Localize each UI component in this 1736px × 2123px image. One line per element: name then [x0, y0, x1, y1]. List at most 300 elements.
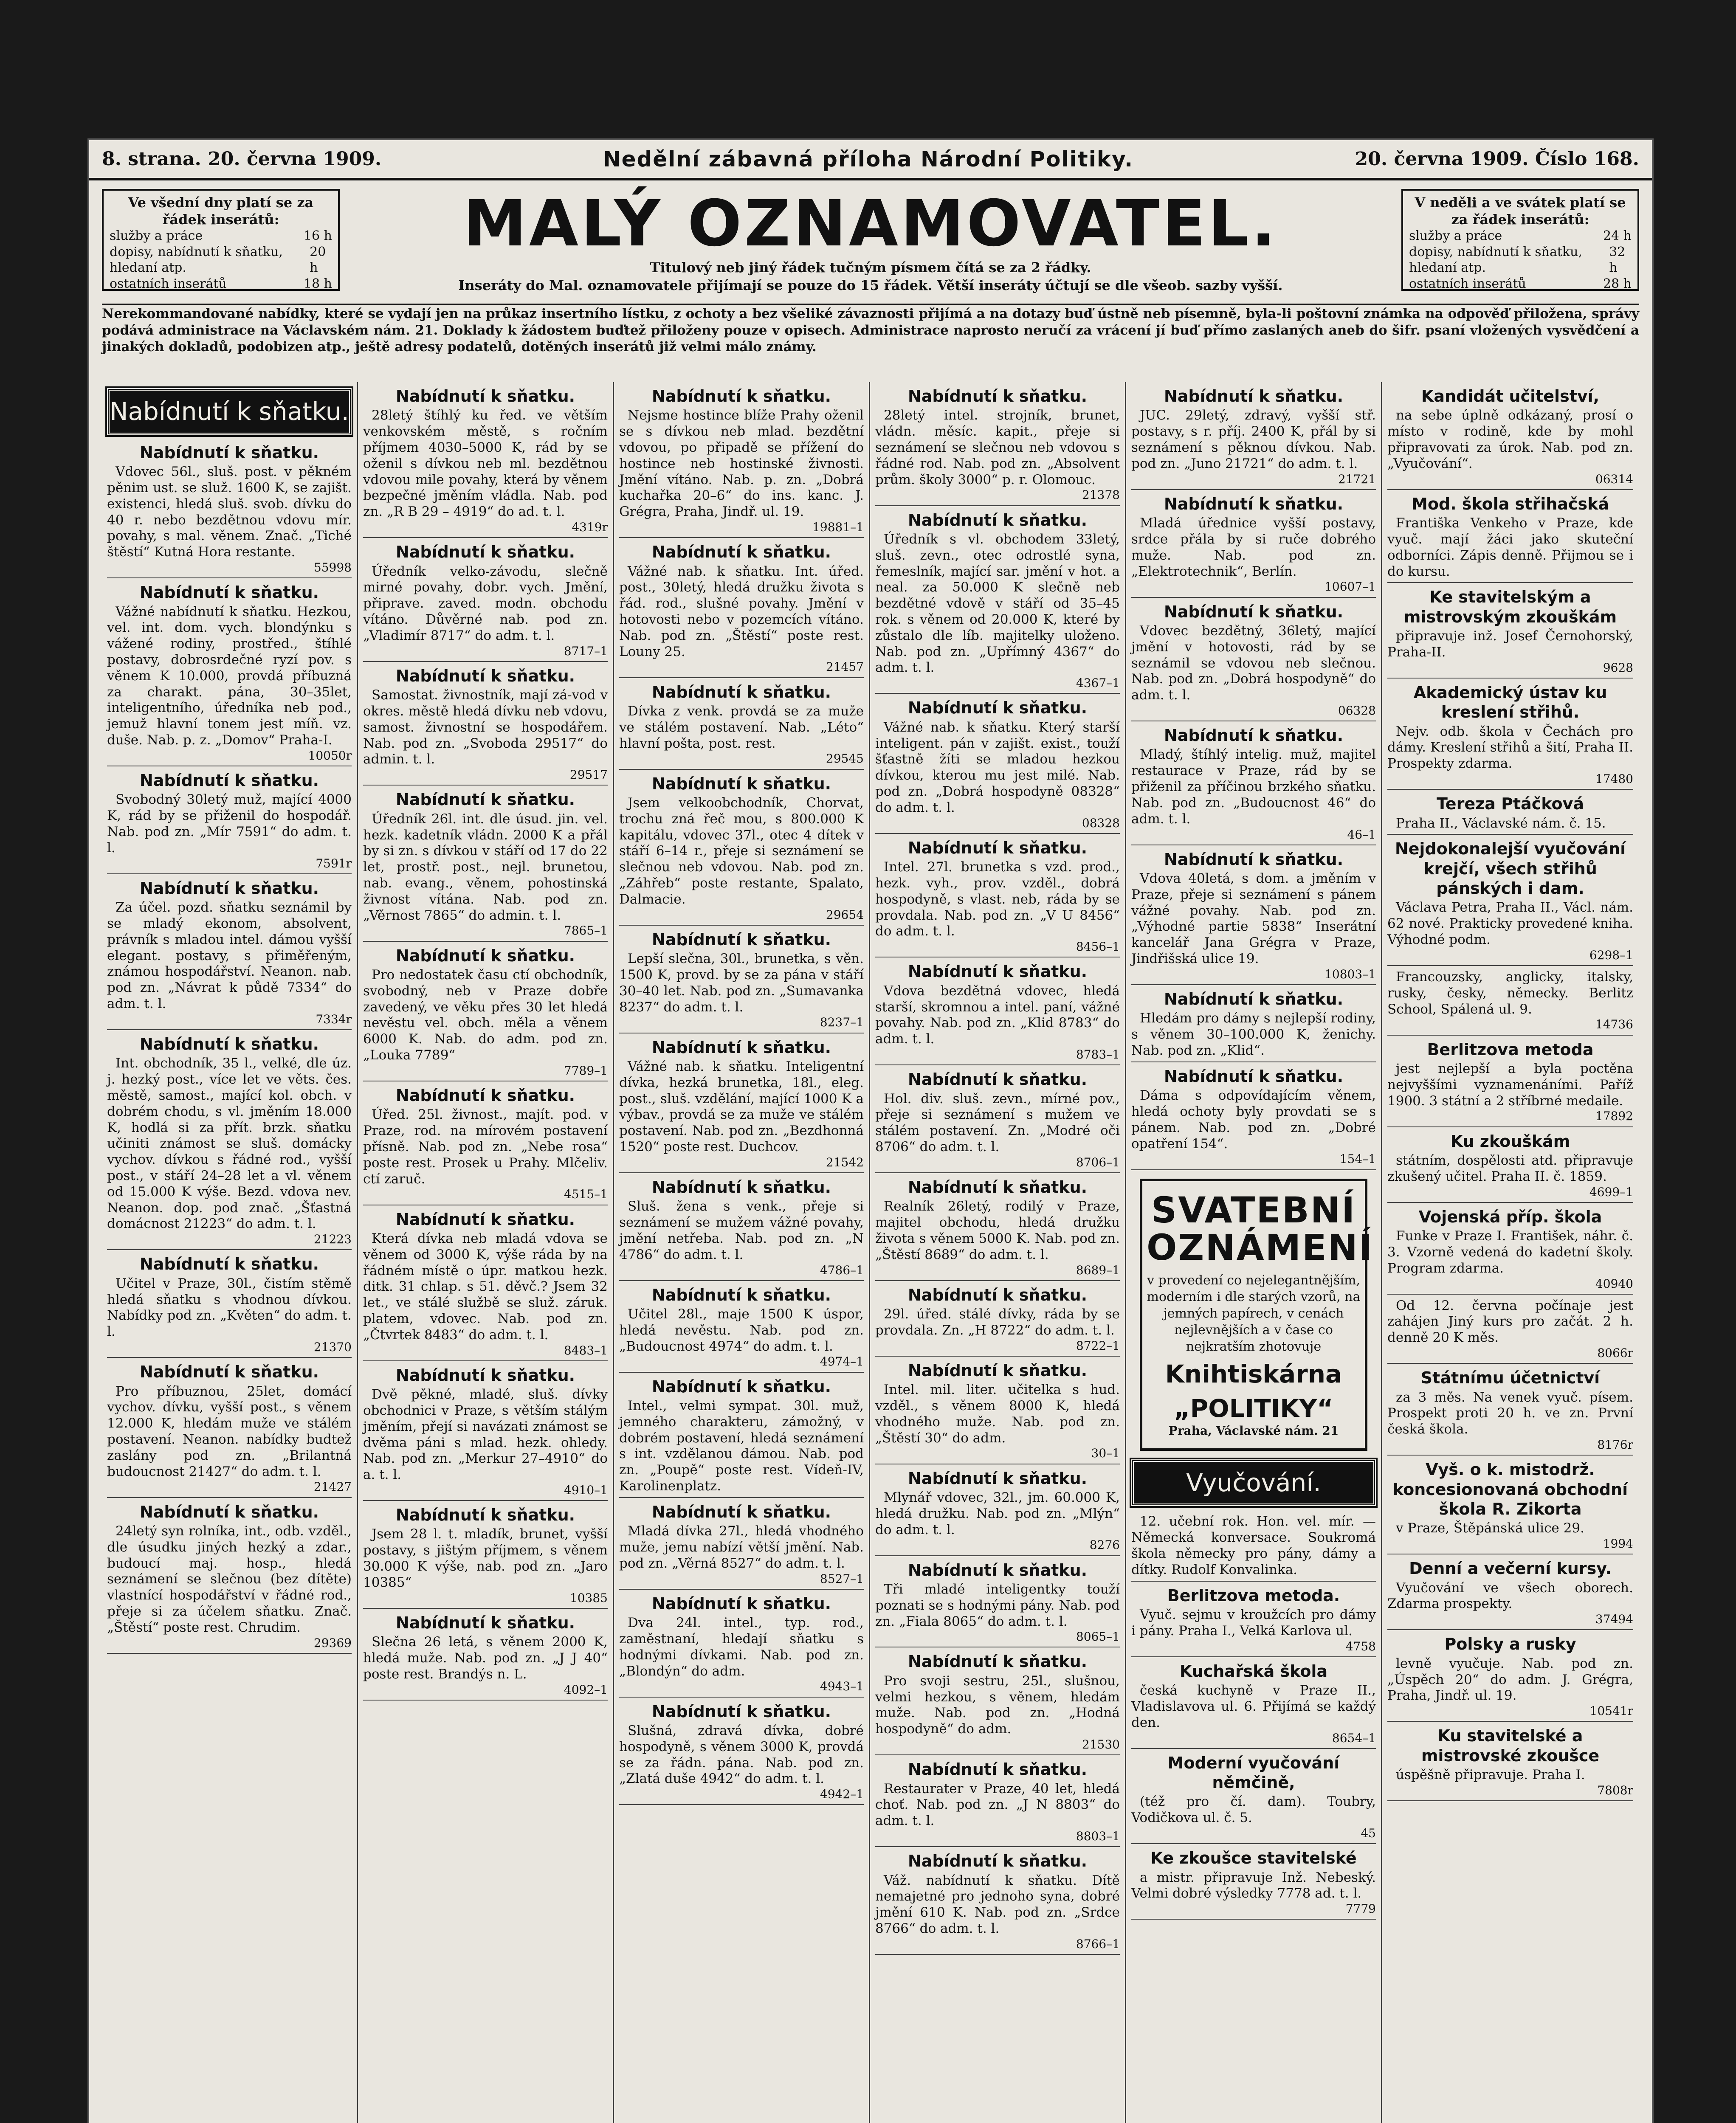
- ad-item: [1131, 494, 1376, 598]
- ad-heading: Nabídnutí k sňatku.: [1164, 1067, 1344, 1086]
- ad-item: [1387, 1040, 1633, 1127]
- ad-heading: Nabídnutí k sňatku.: [395, 1613, 575, 1632]
- subtitle: Titulový neb jiný řádek tučným písmem čítá se za 2 řádky.: [650, 259, 1091, 276]
- ad-divider: [107, 1497, 352, 1498]
- ad-heading: Moderní vyučování němčině,: [1167, 1753, 1340, 1792]
- ad-code: 7334r: [316, 1012, 352, 1026]
- ad-heading: Nabídnutí k sňatku.: [395, 946, 575, 965]
- ad-item: [107, 878, 352, 1030]
- ad-code: 10607–1: [1325, 580, 1376, 594]
- ad-code: 4092–1: [564, 1682, 608, 1697]
- ad-text: Dívka z venk. provdá se za muže ve stálém postavení. Nab. „Léto“ hlavní pošta, post. rest.: [619, 703, 864, 751]
- rates-heading: Ve všední dny platí se za řádek inserátů:: [128, 194, 314, 228]
- ad-code: 10803–1: [1325, 967, 1376, 981]
- ad-heading: Nabídnutí k sňatku.: [651, 1594, 831, 1613]
- ad-heading: Nabídnutí k sňatku.: [395, 1210, 575, 1229]
- ad-divider: [363, 1608, 608, 1609]
- ad-divider: [875, 1555, 1120, 1556]
- ad-code: 8065–1: [1076, 1630, 1120, 1644]
- ad-heading: Nabídnutí k sňatku.: [1164, 990, 1344, 1009]
- ad-code: 4319r: [572, 520, 608, 535]
- ad-text: Restaurater v Praze, 40 let, hledá choť. Nab. pod zn. „J N 8803“ do adm. t. l.: [875, 1781, 1120, 1829]
- ad-item: [1131, 1586, 1376, 1657]
- ad-heading: Nabídnutí k sňatku.: [907, 387, 1088, 405]
- ad-heading: Nabídnutí k sňatku.: [651, 1502, 831, 1521]
- ad-heading: Nabídnutí k sňatku.: [907, 510, 1088, 529]
- ad-heading: Nabídnutí k sňatku.: [395, 1506, 575, 1525]
- ad-divider: [1131, 1169, 1376, 1170]
- ad-code: 10385: [569, 1591, 608, 1605]
- ad-item: [619, 1285, 864, 1373]
- box-title-line-1: SVATEBNÍ: [1151, 1189, 1356, 1231]
- ad-text: Od 12. června počínaje jest zahájen Jiný kurs pro začát. 2 h. denně 20 K měs.: [1387, 1298, 1633, 1346]
- ad-item: [619, 1377, 864, 1498]
- ad-text: Vdovec bezdětný, 36letý, mající jmění v hotovosti, rád by se seznámil se vdovou neb slečnou. Nab. pod zn. „Dobrá hospodyně“ do adm. t. l.: [1131, 623, 1376, 703]
- ad-divider: [619, 677, 864, 678]
- ad-text: Václava Petra, Praha II., Václ. nám. 62 nové. Prakticky provedené kniha. Výhodné podm.: [1387, 900, 1633, 948]
- ad-heading: Nabídnutí k sňatku.: [907, 1760, 1088, 1779]
- ad-code: 46–1: [1347, 827, 1376, 842]
- ad-item: [107, 1034, 352, 1250]
- ad-heading: Nabídnutí k sňatku.: [907, 1361, 1088, 1380]
- ad-heading: Nabídnutí k sňatku.: [651, 1177, 831, 1197]
- ad-text: levně vyučuje. Nab. pod zn. „Úspěch 20“ do adm. J. Grégra, Praha, Jindř. ul. 19.: [1387, 1656, 1633, 1703]
- ad-heading: Nabídnutí k sňatku.: [907, 838, 1088, 857]
- column-6-bottom: [1387, 1298, 1633, 1801]
- ad-text: Jsem velkoobchodník, Chorvat, trochu zná řeč mou, s 800.000 K kapitálu, vdovec 37l., otec 4 dítek v stáří 6–14 r., přeje si seznámení se slečnou neb vdovou. Nab. pod zn. „Záhřeb“ poste restante, Spalato, Dalmacie.: [619, 795, 864, 907]
- ad-heading: Nabídnutí k sňatku.: [651, 930, 831, 949]
- column-5-bottom: [1131, 1514, 1376, 1920]
- ad-item: [1387, 386, 1633, 490]
- ad-divider: [619, 1372, 864, 1373]
- ad-heading: Nabídnutí k sňatku.: [139, 1363, 319, 1382]
- ad-text: 29l. úřed. stálé dívky, ráda by se provdala. Zn. „H 8722“ do adm. t. l.: [875, 1306, 1120, 1338]
- ad-divider: [1131, 1656, 1376, 1657]
- ad-item: [1131, 726, 1376, 845]
- ad-text: Vdova 40letá, s dom. a jměním v Praze, přeje si seznámení s pánem vážné povahy. Nab. pod zn. „Výhodné partie 5838“ Inserátní kancelář Jana Grégra v Praze, Jindřišská ulice 19.: [1131, 871, 1376, 967]
- ad-item: [363, 386, 608, 538]
- ad-divider: [107, 873, 352, 874]
- ad-item: [1387, 1132, 1633, 1203]
- ad-text: státním, dospělosti atd. připravuje zkušený učitel. Praha II. č. 1859.: [1387, 1152, 1633, 1184]
- ad-code: 7591r: [316, 856, 352, 870]
- ad-text: připravuje inž. Josef Černohorský, Praha-II.: [1387, 628, 1633, 660]
- ad-divider: [1387, 489, 1633, 490]
- ad-code: 17892: [1595, 1109, 1633, 1123]
- ad-divider: [1387, 1035, 1633, 1036]
- ad-divider: [619, 1697, 864, 1698]
- ad-item: [875, 1070, 1120, 1173]
- box-address: Praha, Václavské nám. 21: [1168, 1423, 1339, 1438]
- ad-heading: Nejdokonalejší vyučování krejčí, všech střihů pánských i dam.: [1395, 839, 1626, 898]
- ad-divider: [1387, 1721, 1633, 1722]
- ad-item: [107, 1362, 352, 1498]
- ad-item: [619, 1594, 864, 1698]
- ad-heading: Berlitzova metoda: [1427, 1040, 1594, 1059]
- ad-code: 29654: [826, 907, 864, 922]
- ad-text: Nejsme hostince blíže Prahy oženil se s dívkou neb mlad. bezdětní vdovou, po připadě se přížení do hostince neb hostinské živnosti. Jmění vítáno. Nab. p. zn. „Dobrá kuchařka 20–6“ do ins. kanc. J. Grégra, Praha, Jindř. ul. 19.: [619, 408, 864, 520]
- ad-item: [1387, 1368, 1633, 1456]
- rate-row: služby a práce 24 h: [1409, 228, 1632, 243]
- ad-item: [1387, 1726, 1633, 1801]
- ad-code: 4758: [1345, 1639, 1376, 1653]
- ad-code: 21223: [313, 1232, 352, 1247]
- ad-heading: Nabídnutí k sňatku.: [395, 1366, 575, 1385]
- ad-code: 21378: [1082, 488, 1120, 502]
- ad-text: 28letý intel. strojník, brunet, vládn. měsíc. kapit., přeje si seznámení se slečnou neb vdovou s řádné rod. Nab. pod zn. „Absolvent prům. školy 3000“ p. r. Olomouc.: [875, 408, 1120, 487]
- ad-item: [1387, 1298, 1633, 1364]
- ad-code: 21457: [826, 660, 864, 674]
- ad-code: 4943–1: [820, 1679, 864, 1694]
- ad-heading: Nabídnutí k sňatku.: [139, 443, 319, 462]
- ad-item: [1387, 794, 1633, 835]
- ad-text: Sluš. žena s venk., přeje si seznámení se mužem vážné povahy, jmění netřeba. Nab. pod zn. „N 4786“ do adm. t. l.: [619, 1199, 864, 1262]
- ad-text: Úředník velko-závodu, slečně mirné povahy, dobr. vych. Jmění, připrave. zaved. modn. obchodu vítáno. Důvěrné nab. pod zn. „Vladimír 8717“ do adm. t. l.: [363, 563, 608, 643]
- ad-heading: Nabídnutí k sňatku.: [651, 1038, 831, 1057]
- ad-code: 1994: [1603, 1537, 1633, 1551]
- ad-item: [1131, 1661, 1376, 1749]
- rates-heading: V neděli a ve svátek platí se za řádek inserátů:: [1415, 194, 1626, 228]
- ad-divider: [875, 1356, 1120, 1357]
- ad-divider: [619, 537, 864, 538]
- ad-text: Úřed. 25l. živnost., majít. pod. v Praze, rod. na mírovém postavení přísně. Nab. pod zn. „Nebe rosa“ poste rest. Prosek u Prahy. Mlčeliv. ctí zaruč.: [363, 1107, 608, 1187]
- ad-code: 154–1: [1339, 1152, 1376, 1166]
- ad-code: 37494: [1595, 1612, 1633, 1627]
- ad-text: Lepší slečna, 30l., brunetka, s věn. 1500 K, provd. by se za pána v stáří 30–40 let. Nab. pod zn. „Sumavanka 8237“ do adm. t. l.: [619, 951, 864, 1015]
- ad-item: [875, 1285, 1120, 1357]
- ad-heading: Nabídnutí k sňatku.: [1164, 602, 1344, 621]
- ad-text: Vyučování ve všech oborech. Zdarma prospekty.: [1387, 1580, 1633, 1612]
- ad-code: 29369: [313, 1636, 352, 1650]
- ad-item: [1387, 587, 1633, 679]
- ad-text: Francouzsky, anglicky, italsky, rusky, česky, německy. Berlitz School, Spálená ul. 9.: [1387, 969, 1633, 1017]
- title-block: [348, 189, 1393, 294]
- ad-item: [619, 386, 864, 538]
- ad-text: Mladá úřednice vyšší postavy, srdce přála by si ruče dobrého muže. Nab. pod zn. „Elektrotechnik“, Berlín.: [1131, 515, 1376, 579]
- ad-text: Nejv. odb. škola v Čechách pro dámy. Kreslení střihů a šití, Praha II. Prospekty zdarma.: [1387, 724, 1633, 771]
- ad-item: [363, 666, 608, 786]
- ad-heading: Nabídnutí k sňatku.: [907, 1285, 1088, 1304]
- ad-divider: [875, 833, 1120, 834]
- ad-text: Jsem 28 l. t. mladík, brunet, vyšší postavy, s jištým příjmem, s věnem 30.000 K výše, nab. pod zn. „Jaro 10385“: [363, 1526, 608, 1590]
- ad-divider: [1387, 1800, 1633, 1801]
- ad-heading: Akademický ústav ku kreslení střihů.: [1413, 683, 1607, 722]
- ad-text: Za účel. pozd. sňatku seznámil by se mladý ekonom, absolvent, právník s mladou intel. dámou vyšší elegant. postavy, s přiměřeným, známou hospodářství. Neanon. nab. pod zn. „Návrat k půdě 7334“ do adm. t. l.: [107, 900, 352, 1011]
- ad-text: Váž. nabídnutí k sňatku. Dítě nemajetné pro jednoho syna, dobré jmění 610 K. Nab. pod zn. „Srdce 8766“ do adm. t. l.: [875, 1872, 1120, 1936]
- ad-text: Vdovec 56l., sluš. post. v pěkném pěnim ust. se služ. 1600 K, se zajišt. existenci, hledá sluš. svob. dívku do 40 r. nebo bezdětnou vdovu mír. povahy, s mal. věnem. Znač. „Tiché štěstí“ Kutná Hora restante.: [107, 464, 352, 560]
- ad-divider: [363, 785, 608, 786]
- ad-item: [1387, 1559, 1633, 1630]
- ad-heading: Vyš. o k. mistodrž. koncesionovaná obchodní škola R. Zikorta: [1392, 1460, 1628, 1518]
- ad-heading: Nabídnutí k sňatku.: [651, 387, 831, 405]
- ad-text: česká kuchyně v Praze II., Vladislavova ul. 6. Přijímá se každý den.: [1131, 1683, 1376, 1730]
- ad-code: 8783–1: [1076, 1047, 1120, 1062]
- ad-item: [1387, 969, 1633, 1036]
- box-text: v provedení co nejelegantnějším, moderním i dle starých vzorů, na jemných papírech, v cenách nejlevnějších a v čase co nejkratším zhotovuje: [1147, 1273, 1361, 1354]
- rate-row: ostatních inserátů 28 h: [1409, 276, 1632, 291]
- ad-code: 19881–1: [812, 520, 864, 535]
- ad-text: v Praze, Štěpánská ulice 29.: [1396, 1520, 1584, 1536]
- ad-code: 21530: [1082, 1737, 1120, 1752]
- column-1: [102, 382, 358, 2123]
- ad-code: 21542: [826, 1155, 864, 1169]
- section-heading-marriage: Nabídnutí k sňatku.: [107, 388, 352, 435]
- ad-item: [619, 1502, 864, 1590]
- ad-divider: [1387, 582, 1633, 583]
- ad-columns: [102, 382, 1639, 2123]
- column-6: [1382, 382, 1638, 2123]
- ad-divider: [619, 1497, 864, 1498]
- ad-item: [107, 583, 352, 766]
- ad-heading: Kuchařská škola: [1179, 1661, 1328, 1681]
- ad-item: [1387, 1634, 1633, 1722]
- ad-code: 8654–1: [1332, 1731, 1376, 1745]
- rate-row: ostatních inserátů 18 h: [110, 276, 332, 291]
- ad-code: 7779: [1345, 1902, 1376, 1916]
- ad-item: [1131, 386, 1376, 490]
- ad-heading: Polsky a rusky: [1444, 1635, 1576, 1654]
- ad-heading: Nabídnutí k sňatku.: [907, 1852, 1088, 1871]
- ad-divider: [1131, 1919, 1376, 1920]
- ad-item: [875, 386, 1120, 506]
- ad-heading: Nabídnutí k sňatku.: [139, 771, 319, 790]
- masthead: [102, 189, 1639, 305]
- ad-divider: [1387, 1629, 1633, 1630]
- ad-code: 8766–1: [1076, 1937, 1120, 1951]
- ad-item: [107, 771, 352, 874]
- ad-item: [1131, 850, 1376, 985]
- ad-item: [619, 542, 864, 678]
- ad-item: [619, 1177, 864, 1281]
- ad-text: Úředník s vl. obchodem 33letý, sluš. zevn., otec odrostlé syna, řemeslník, mající sar. jmění v hot. a neal. za 50.000 K slečně neb bezdětné vdově v stáří od 35–45 rok. s věnem od 20.000 K, které by zůstalo dle líb. majitelky uloženo. Nab. pod zn. „Upřímný 4367“ do adm. t. l.: [875, 531, 1120, 676]
- ad-divider: [1387, 834, 1633, 835]
- ad-item: [363, 1210, 608, 1361]
- ad-heading: Nabídnutí k sňatku.: [907, 698, 1088, 718]
- notice-paragraph: Nerekommandované nabídky, které se vydají jen na průkaz insertního lístku, z ochoty a bez všeliké závaznosti přijímá a na dotazy buď ústně neb písemně, byla-li poštovní známka na odpověď přiložena, správy podává administrace na Václavském nám. 21. Doklady k žádostem buďtež přiloženy pouze v opisech. Administrace naprosto neručí za vrácení jí buď přímo zaslaných aneb do šifr. psaní vložených vysvědčení a jinakých dokladů, podobizen atp., ještě adresy podatelů, dotěných inserátů již velmi málo známy.: [102, 306, 1639, 355]
- ad-divider: [875, 1846, 1120, 1847]
- column-5-top: [1131, 386, 1376, 845]
- ad-code: 06314: [1595, 472, 1633, 486]
- ad-text: Pro svoji sestru, 25l., slušnou, velmi hezkou, s věnem, hledám muže. Nab. pod zn. „Hodná hospodyně“ do adm.: [875, 1673, 1120, 1737]
- ad-heading: Ku zkouškám: [1450, 1132, 1570, 1151]
- ad-text: Praha II., Václavské nám. č. 15.: [1396, 815, 1606, 831]
- ad-code: 6298–1: [1589, 948, 1633, 962]
- ad-code: 08328: [1082, 816, 1120, 830]
- ad-item: [875, 510, 1120, 694]
- ad-text: Slečna 26 letá, s věnem 2000 K, hledá muže. Nab. pod zn. „J J 40“ poste rest. Brandýs n. L.: [363, 1634, 608, 1682]
- ad-code: 8066r: [1597, 1346, 1633, 1360]
- ad-divider: [619, 1589, 864, 1590]
- ad-item: [1131, 1753, 1376, 1844]
- ad-text: Učitel v Praze, 30l., čistím stěmě hledá sňatku s vhodnou dívkou. Nabídky pod zn. „Květen“ do adm. t. l.: [107, 1275, 352, 1340]
- ad-heading: Berlitzova metoda.: [1167, 1586, 1340, 1605]
- ad-text: Vážné nabídnutí k sňatku. Hezkou, vel. int. dom. vych. blondýnku s vážené rodiny, prostřed., štíhlé postavy, dobrosrdečné ryzí pov. s věnem K 10.000, provdá příbuzná za charakt. pána, 30–35let, inteligentního, úředníka neb pod., jemuž hlavní tonem jest míň. vz. duše. Nab. p. z. „Domov“ Praha-I.: [107, 604, 352, 748]
- ad-code: 21370: [313, 1340, 352, 1354]
- ad-item: [1131, 989, 1376, 1062]
- ad-item: [1131, 602, 1376, 722]
- ad-divider: [875, 1172, 1120, 1173]
- ad-heading: Nabídnutí k sňatku.: [139, 1255, 319, 1274]
- ad-heading: Nabídnutí k sňatku.: [651, 1702, 831, 1721]
- ad-code: 29545: [826, 752, 864, 766]
- ad-divider: [875, 1954, 1120, 1955]
- ad-heading: Nabídnutí k sňatku.: [395, 543, 575, 562]
- ad-divider: [107, 1357, 352, 1358]
- weekday-rates-box: [102, 189, 340, 291]
- ad-divider: [107, 577, 352, 578]
- newspaper-page: [89, 140, 1652, 2123]
- ad-heading: Nabídnutí k sňatku.: [139, 583, 319, 602]
- ad-divider: [1387, 1363, 1633, 1364]
- column-6-top: [1387, 386, 1633, 1295]
- ad-text: Intel. mil. liter. učitelka s hud. vzděl., s věnem 8000 K, hledá vhodného muže. Nab. pod zn. „Štěstí 30“ do adm.: [875, 1382, 1120, 1446]
- ad-code: 29517: [569, 768, 608, 782]
- ad-divider: [1131, 1748, 1376, 1749]
- rate-row: dopisy, nabídnutí k sňatku, hledaní atp. 20 h: [110, 244, 326, 275]
- ad-code: 40940: [1595, 1276, 1633, 1291]
- ad-divider: [875, 505, 1120, 506]
- ad-divider: [1387, 1455, 1633, 1456]
- ad-text: Která dívka neb mladá vdova se věnem od 3000 K, výše ráda by na řádném místě o úpr. matkou hezk. ditk. 31 chlap. s 51. děvč.? Jsem 32 let., ve stálé službě se služ. záruk. platem, vdovec. Nab. pod zn. „Čtvrtek 8483“ do adm. t. l.: [363, 1230, 608, 1343]
- ad-text: Slušná, zdravá dívka, dobré hospodyně, s věnem 3000 K, provdá se za řádn. pána. Nab. pod zn. „Zlatá duše 4942“ do adm. t. l.: [619, 1723, 864, 1787]
- ad-heading: Vojenská příp. škola: [1418, 1207, 1602, 1226]
- page-header: [89, 140, 1652, 180]
- ad-heading: Nabídnutí k sňatku.: [1164, 494, 1344, 513]
- ad-item: [363, 1613, 608, 1701]
- ad-item: [1131, 1067, 1376, 1170]
- ad-text: Mladá dívka 27l., hledá vhodného muže, jemu nabízí větší jmění. Nab. pod zn. „Věrná 8527“ do adm. t. l.: [619, 1523, 864, 1571]
- ad-text: Vážné nab. k sňatku. Inteligentní dívka, hezká brunetka, 18l., eleg. post., sluš. vzdělání, mající 1000 K a výbav., provdá se za muže ve stálém postavení. Nab. pod zn. „Bezdhonná 1520“ poste rest. Duchcov.: [619, 1059, 864, 1154]
- ad-item: [875, 838, 1120, 958]
- ad-item: [875, 1361, 1120, 1464]
- column-2: [358, 382, 614, 2123]
- ad-divider: [875, 1280, 1120, 1281]
- ad-heading: Kandidát učitelství,: [1421, 387, 1600, 405]
- ad-text: Int. obchodník, 35 l., velké, dle úz. j. hezký post., více let ve věts. čes. městě, samost., mající kol. obch. v dobrém chodu, s vl. jměním 18.000 K, hodlá si za přít. brzk. sňatku učiniti známost se sluš. domácky vychov. dívkou s řádné rod., vyšší post., v stáří 24–28 let a vl. věnem od 15.000 K výše. Bezd. vdova nev. Neanon. dop. pod znač. „Šťastná domácnost 21223“ do adm. t. l.: [107, 1056, 352, 1232]
- ad-divider: [619, 1804, 864, 1805]
- box-title-line-2: OZNÁMENÍ: [1147, 1226, 1374, 1268]
- ad-code: 8456–1: [1076, 940, 1120, 954]
- ad-divider: [1131, 984, 1376, 985]
- ad-code: 10050r: [308, 748, 352, 763]
- ad-text: Vážné nab. k sňatku. Int. úřed. post., 30letý, hledá družku života s řád. rod., slušné povahy. Jmění v hotovosti nebo v pozemcích vítáno. Nab. pod zn. „Štěstí“ poste rest. Louny 25.: [619, 563, 864, 659]
- ad-code: 4942–1: [820, 1787, 864, 1802]
- sunday-rates-box: [1401, 189, 1639, 291]
- ad-text: Pro příbuznou, 25let, domácí vychov. dívku, vyšší post., s věnem 12.000 K, hledám muže ve stálém postavení. Neanon. nabídky budtež zaslány pod zn. „Brilantná budoucnost 21427“ do adm. t. l.: [107, 1383, 352, 1479]
- ad-text: na sebe úplně odkázaný, prosí o místo v rodině, kde by mohl připravovati za úrok. Nab. pod zn. „Vyučování“.: [1387, 408, 1633, 471]
- ad-divider: [1387, 789, 1633, 790]
- ad-text: Vyuč. sejmu v kroužcích pro dámy i pány. Praha I., Velká Karlova ul.: [1131, 1607, 1376, 1639]
- ad-item: [875, 962, 1120, 1065]
- subtitle-note: Inseráty do Mal. oznamovatele přijímají se pouze do 15 řádek. Větší inseráty účtují se dle všeob. sazby vyšší.: [458, 277, 1283, 293]
- issue-info: 20. června 1909. Číslo 168.: [1355, 148, 1639, 170]
- ad-text: Pro nedostatek času ctí obchodník, svobodný, neb v Praze dobře zavedený, ve věku přes 30 let hledá nevěstu vel. obch. měla a věnem 6000 K. Nab. do adm. pod zn. „Louka 7789“: [363, 967, 608, 1063]
- ad-text: Hledám pro dámy s nejlepší rodiny, s věnem 30–100.000 K, ženichy. Nab. pod zn. „Klid“.: [1131, 1011, 1376, 1059]
- ad-item: [1387, 683, 1633, 790]
- ad-heading: Nabídnutí k sňatku.: [139, 1502, 319, 1521]
- ad-text: jest nejlepší a byla poctěna nejvyššími vyznamenáními. Paříž 1900. 3 státní a 2 stříbrné medaile.: [1387, 1061, 1633, 1109]
- ad-text: Dva 24l. intel., typ. rod., zaměstnaní, hledají sňatku s hodnými dívkami. Nab. pod zn. „Blondýn“ do adm.: [619, 1615, 864, 1679]
- ad-item: [875, 1652, 1120, 1755]
- ad-divider: [875, 693, 1120, 694]
- ad-heading: Nabídnutí k sňatku.: [1164, 726, 1344, 745]
- ad-text: Intel. 27l. brunetka s vzd. prod., hezk. vyh., prov. vzděl., dobrá hospodyně, s vlast. neb, ráda by se provdala. Nab. pod zn. „V U 8456“ do adm. t. l.: [875, 859, 1120, 939]
- ad-text: za 3 měs. Na venek vyuč. písem. Prospekt proti 20 h. ve zn. První česká škola.: [1387, 1389, 1633, 1437]
- ad-item: [363, 790, 608, 941]
- ad-divider: [1387, 1126, 1633, 1127]
- ad-code: 4367–1: [1076, 676, 1120, 690]
- ad-heading: Nabídnutí k sňatku.: [651, 774, 831, 793]
- ad-item: [1131, 1514, 1376, 1581]
- ad-heading: Nabídnutí k sňatku.: [1164, 850, 1344, 869]
- ad-divider: [107, 1653, 352, 1654]
- ad-text: Učitel 28l., maje 1500 K úspor, hledá nevěstu. Nab. pod zn. „Budoucnost 4974“ do adm. t. l.: [619, 1306, 864, 1354]
- ad-code: 10541r: [1589, 1704, 1633, 1718]
- ad-heading: Nabídnutí k sňatku.: [395, 790, 575, 809]
- column-5: [1126, 382, 1382, 2123]
- ad-code: 8706–1: [1076, 1155, 1120, 1169]
- ad-heading: Nabídnutí k sňatku.: [139, 1034, 319, 1053]
- ad-text: Intel., velmi sympat. 30l. muž, jemného charakteru, zámožný, v dobrém postavení, hledá seznámení s int. vzdělanou dámou. Nab. pod zn. „Poupě“ poste rest. Vídeň-IV, Karolinenplatz.: [619, 1398, 864, 1494]
- ad-heading: Nabídnutí k sňatku.: [907, 1560, 1088, 1580]
- section-heading-teaching: Vyučování.: [1131, 1459, 1376, 1506]
- ad-divider: [363, 661, 608, 662]
- ad-divider: [107, 1249, 352, 1250]
- ad-item: [363, 946, 608, 1081]
- ad-text: Svobodný 30letý muž, mající 4000 K, rád by se přiženil do hospodář. Nab. pod zn. „Mír 7591“ do adm. t. l.: [107, 792, 352, 856]
- ad-heading: Nabídnutí k sňatku.: [395, 387, 575, 405]
- ad-heading: Ke zkoušce stavitelské: [1150, 1849, 1357, 1868]
- ad-code: 7865–1: [564, 924, 608, 938]
- ad-text: Hol. div. sluš. zevn., mírné pov., přeje si seznámení s mužem ve stálém postavení. Zn. „Modré oči 8706“ do adm. t. l.: [875, 1091, 1120, 1154]
- box-printer-name-2: „POLITIKY“: [1174, 1394, 1333, 1423]
- ad-text: Mlynář vdovec, 32l., jm. 60.000 K, hledá družku. Nab. pod zn. „Mlýn“ do adm. t. l.: [875, 1489, 1120, 1537]
- ad-item: [875, 1177, 1120, 1281]
- ad-code: 30–1: [1091, 1446, 1120, 1461]
- ad-code: 45: [1361, 1826, 1376, 1841]
- ad-text: 12. učební rok. Hon. vel. mír. — Německá konversace. Soukromá škola německy pro pány, dámy a dítky. Rudolf Konvalinka.: [1131, 1514, 1376, 1577]
- ad-heading: Ke stavitelským a mistrovským zkouškám: [1403, 588, 1617, 626]
- ad-divider: [1131, 597, 1376, 598]
- ad-item: [363, 1505, 608, 1609]
- ad-divider: [619, 1280, 864, 1281]
- ad-heading: Tereza Ptáčková: [1436, 794, 1584, 814]
- ad-code: 06328: [1338, 703, 1376, 718]
- ad-divider: [1387, 1294, 1633, 1295]
- ad-code: 4786–1: [820, 1263, 864, 1277]
- ad-divider: [619, 925, 864, 926]
- column-5-mid: [1131, 850, 1376, 1170]
- publication-title: Nedělní zábavná příloha Národní Politiky.: [603, 146, 1134, 172]
- ad-item: [619, 1702, 864, 1805]
- ad-code: 21427: [313, 1480, 352, 1494]
- ad-code: 8722–1: [1076, 1338, 1120, 1353]
- ad-heading: Nabídnutí k sňatku.: [651, 682, 831, 701]
- ad-item: [1387, 1207, 1633, 1295]
- ad-code: 8689–1: [1076, 1263, 1120, 1277]
- ad-divider: [363, 1700, 608, 1701]
- ad-divider: [363, 1500, 608, 1501]
- ad-item: [619, 930, 864, 1033]
- ad-text: úspěšně připravuje. Praha I.: [1396, 1767, 1585, 1783]
- ad-text: Samostat. živnostník, mají zá-vod v okres. městě hledá dívku neb vdovu, samost. živnostní se hospodářem. Nab. pod zn. „Svoboda 29517“ do admin. t. l.: [363, 687, 608, 767]
- ad-text: Realník 26letý, rodilý v Praze, majitel obchodu, hledá družku života s věnem 5000 K. Nab. pod zn. „Štěstí 8689“ do adm. t. l.: [875, 1199, 1120, 1262]
- ad-code: 8527–1: [820, 1571, 864, 1586]
- ad-divider: [1131, 489, 1376, 490]
- ad-heading: Nabídnutí k sňatku.: [651, 1377, 831, 1396]
- ad-text: Františka Venkeho v Praze, kde vyuč. mají žáci jako skuteční odborníci. Zápis denně. Přijmou se i do kursu.: [1387, 515, 1633, 579]
- ad-code: 4910–1: [564, 1483, 608, 1497]
